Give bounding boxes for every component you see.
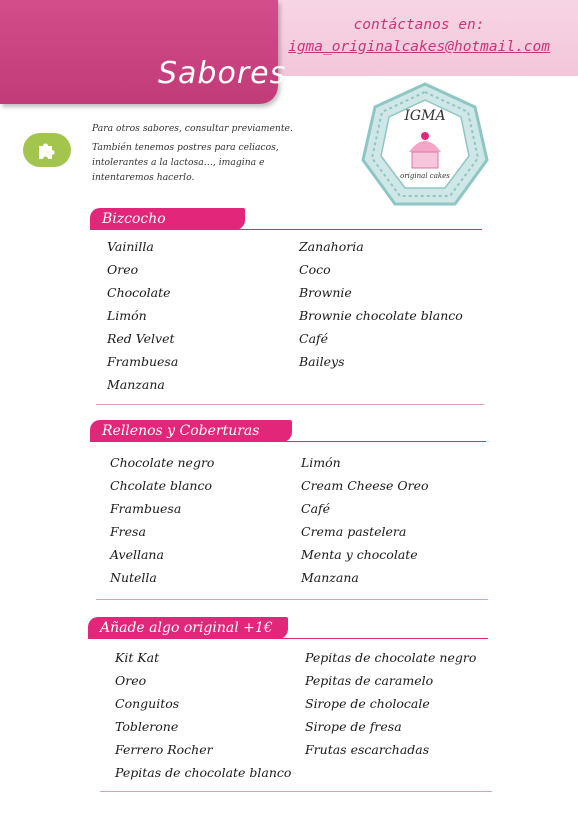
section-divider (90, 229, 482, 230)
list-item: Avellana (110, 547, 164, 562)
list-item: Limón (107, 308, 147, 323)
section-title-bizcocho: Bizcocho (90, 208, 245, 230)
section-divider (90, 441, 486, 442)
list-item: Crema pastelera (301, 524, 407, 539)
list-item: Coco (299, 262, 331, 277)
list-item: Kit Kat (115, 650, 160, 665)
list-item: Limón (301, 455, 341, 470)
contact-email-link[interactable]: igma_originalcakes@hotmail.com (288, 39, 550, 55)
list-item: Oreo (115, 673, 147, 688)
contact-block (288, 14, 550, 58)
list-item: Cream Cheese Oreo (301, 478, 429, 493)
list-item: Manzana (301, 570, 359, 585)
contact-label: contáctanos en: (353, 17, 485, 33)
list-item: Chocolate negro (110, 455, 215, 470)
section-bottom-divider (96, 599, 488, 600)
list-item: Chocolate (107, 285, 171, 300)
logo-tagline: original cakes (400, 172, 450, 180)
list-item: Sirope de fresa (305, 719, 402, 734)
list-item: Pepitas de caramelo (305, 673, 434, 688)
list-item: Ferrero Rocher (115, 742, 213, 757)
section-title-extras: Añade algo original +1€ (88, 617, 288, 639)
list-item: Pepitas de chocolate negro (305, 650, 477, 665)
list-item: Brownie (299, 285, 352, 300)
logo-name: IGMA (404, 108, 446, 124)
list-item: Red Velvet (107, 331, 175, 346)
list-item: Chcolate blanco (110, 478, 213, 493)
section-divider (88, 638, 488, 639)
list-item: Toblerone (115, 719, 179, 734)
puzzle-icon (35, 138, 59, 162)
list-item: Manzana (107, 377, 165, 392)
list-item: Nutella (110, 570, 157, 585)
page-title: Sabores (158, 56, 287, 91)
list-item: Café (299, 331, 329, 346)
list-item: Café (301, 501, 331, 516)
intro-line-1: Para otros sabores, consultar previamente. (92, 123, 293, 134)
list-item: Frambuesa (107, 354, 179, 369)
list-item: Frutas escarchadas (305, 742, 430, 757)
igma-logo (357, 80, 493, 214)
section-bottom-divider (96, 404, 484, 405)
list-item: Baileys (299, 354, 345, 369)
list-item: Conguitos (115, 696, 180, 711)
puzzle-badge (23, 133, 71, 167)
list-item: Oreo (107, 262, 139, 277)
list-item: Pepitas de chocolate blanco (115, 765, 292, 780)
list-item: Vainilla (107, 239, 154, 254)
list-item: Frambuesa (110, 501, 182, 516)
section-title-rellenos: Rellenos y Coberturas (90, 420, 292, 442)
list-item: Menta y chocolate (301, 547, 418, 562)
list-item: Zanahoria (299, 239, 364, 254)
intro-text (92, 121, 317, 189)
list-item: Fresa (110, 524, 146, 539)
list-item: Sirope de cholocale (305, 696, 430, 711)
list-item: Brownie chocolate blanco (299, 308, 463, 323)
section-bottom-divider (100, 791, 492, 792)
intro-line-2: También tenemos postres para celiacos, intolerantes a la lactosa…, imagina e intentaremos hacerlo. (92, 142, 279, 183)
